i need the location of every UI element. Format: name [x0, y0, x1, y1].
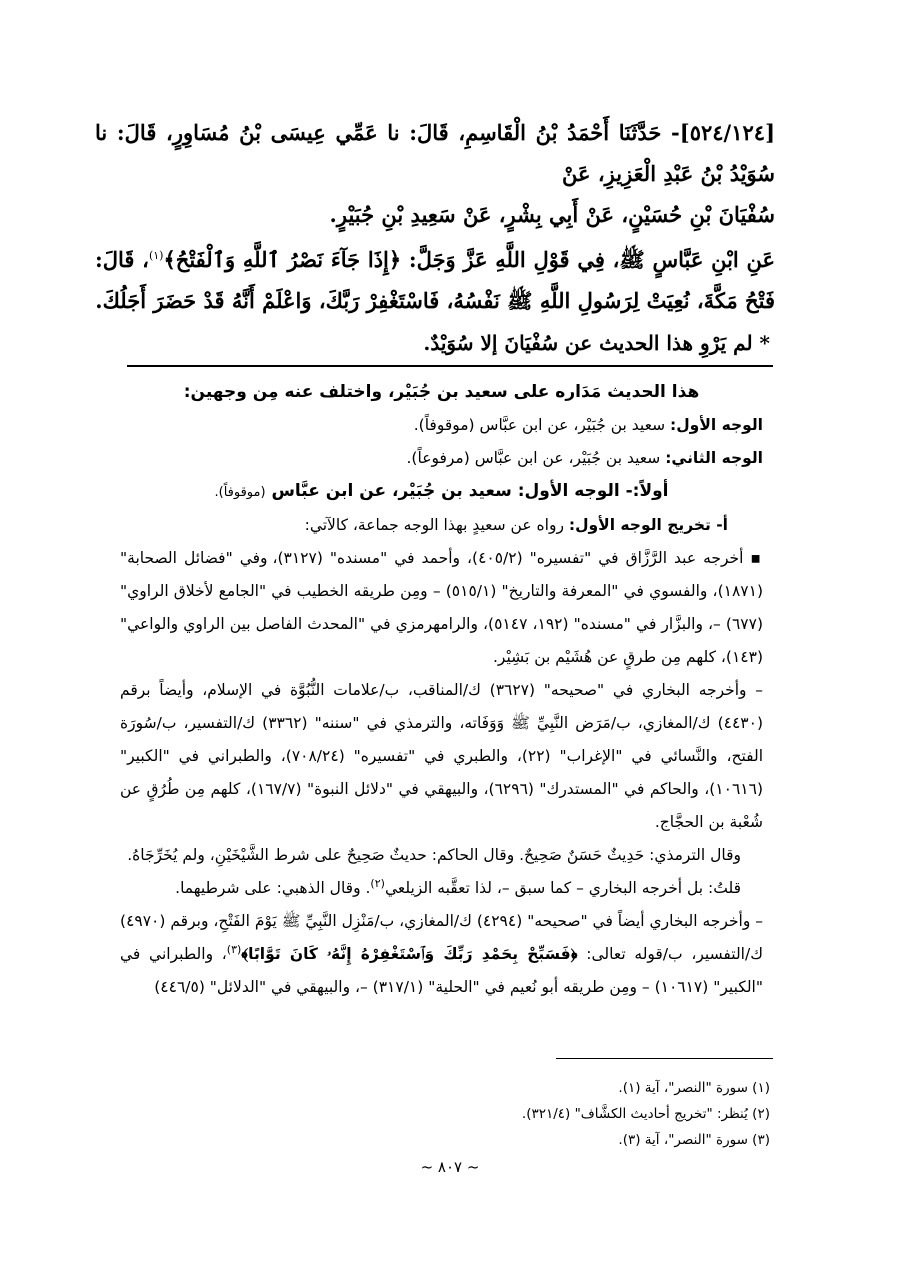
paragraph-5-b: ، والطبراني في "الكبير" (١٠٦١٧) – ومِن طريقه أبو نُعيم في "الحلية" (٣١٧/١) –، والبيهقي في "الدلائل" (٤٤٦/٥)	[120, 945, 763, 996]
hadith-text	[95, 112, 775, 321]
wajh-1-text: سعيد بن جُبَيْر، عن ابن عبَّاس (موقوفاً).	[413, 416, 666, 434]
wajh-1	[120, 409, 763, 442]
isnad-line-1: [٥٢٤/١٢٤]- حَدَّثَنَا أَحْمَدُ بْنُ الْقَاسِمِ، قَالَ: نا عَمِّي عِيسَى بْنُ مُسَاوِرٍ، قَالَ: نا سُوَيْدُ بْنُ عَبْدِ الْعَزِيزِ، عَنْ	[95, 120, 775, 186]
wajh-2	[120, 442, 763, 475]
first-wajh-heading-a: أولاً:- الوجه الأول:	[517, 481, 669, 501]
first-wajh-heading-b: سعيد بن جُبَيْر، عن ابن عبَّاس	[271, 481, 512, 501]
takhrij-text: رواه عن سعيدٍ بهذا الوجه جماعة، كالآتي:	[304, 516, 564, 534]
paragraph-5-verse: ﴿فَسَبِّحْ بِحَمْدِ رَبِّكَ وَٱسْتَغْفِرْهُ إِنَّهُۥ كَانَ تَوَّابًا﴾	[241, 945, 578, 963]
paragraph-3: وقال الترمذي: حَدِيثٌ حَسَنٌ صَحِيحٌ. وقال الحاكم: حديثٌ صَحِيحٌ على شرط الشَّيْخَيْنِ، ولم يُخَرِّجَاهُ.	[127, 846, 741, 864]
hadith-study	[120, 376, 763, 1004]
paragraph-4	[120, 872, 763, 905]
paragraph-4-a: قلتُ: بل أخرجه البخاري – كما سبق –، لذا تعقَّبه الزيلعي	[384, 879, 741, 897]
takhrij-heading	[120, 509, 763, 542]
quran-verse: ﴿إِذَا جَآءَ نَصْرُ ٱللَّهِ وَٱلْفَتْحُ﴾	[163, 247, 402, 272]
footnote-ref-2: (٢)	[370, 876, 385, 890]
footnotes	[120, 1075, 770, 1153]
footnote-divider	[556, 1058, 773, 1059]
footnote-ref-1: (١)	[148, 249, 164, 262]
isnad-line-2: سُفْيَانَ بْنِ حُسَيْنٍ، عَنْ أَبِي بِشْرٍ، عَنْ سَعِيدِ بْنِ جُبَيْرٍ.	[329, 202, 775, 227]
study-heading: هذا الحديث مَدَاره على سعيد بن جُبَيْر، واختلف عنه مِن وجهين:	[183, 382, 700, 402]
paragraph-5	[120, 905, 763, 1004]
takhrij-label: أ- تخريج الوجه الأول:	[568, 516, 728, 534]
page-number: ~ ٨٠٧ ~	[420, 1158, 480, 1176]
wajh-2-text: سعيد بن جُبَيْر، عن ابن عبَّاس (مرفوعاً).	[406, 449, 661, 467]
first-wajh-heading-c: (موقوفاً).	[214, 485, 266, 500]
paragraph-1: ▪ أخرجه عبد الرَّزَّاق في "تفسيره" (٤٠٥/٢)، وأحمد في "مسنده" (٣١٢٧)، وفي "فضائل الصحابة" (١٨٧١)، والفسوي في "المعرفة والتاريخ" (٥١٥/١) – ومِن طريقه الخطيب في "الجامع لأخلاق الراوي" (٦٧٧) –، والبزَّار في "مسنده" (١٩٢، ٥١٤٧)، والرامهرمزي في "المحدث الفاصل بين الراوي والواعي" (١٤٣)، كلهم مِن طرقٍ عن هُشَيْم بن بَشِيْر.	[120, 549, 763, 666]
matn-rest: ، قَالَ: فَتْحُ مَكَّةَ، نُعِيَتْ لِرَسُولِ اللَّهِ ﷺ نَفْسُهُ، فَاسْتَغْفِرْ رَبَّكَ، وَاعْلَمْ أَنَّهُ قَدْ حَضَرَ أَجَلُكَ.	[95, 247, 775, 313]
section-divider	[127, 365, 773, 367]
paragraph-5-a: – وأخرجه البخاري أيضاً في "صحيحه" (٤٢٩٤) ك/المغازي، ب/مَنْزِل النَّبِيِّ ﷺ يَوْمَ الفَتْحِ، وبرقم (٤٩٧٠) ك/التفسير، ب/قوله تعالى:	[120, 912, 763, 963]
footnote-3: (٣) سورة "النصر"، آية (٣).	[618, 1132, 770, 1148]
wajh-2-label: الوجه الثاني:	[665, 449, 763, 467]
first-wajh-heading	[120, 475, 763, 509]
matn-intro: عَنِ ابْنِ عَبَّاسٍ ﷺ، فِي قَوْلِ اللَّهِ عَزَّ وَجَلَّ:	[408, 247, 775, 272]
paragraph-4-b: . وقال الذهبي: على شرطيهما.	[175, 879, 371, 897]
matn	[95, 239, 775, 321]
paragraph-2: – وأخرجه البخاري في "صحيحه" (٣٦٢٧) ك/المناقب، ب/علامات النُّبُوَّة في الإسلام، وأيضاً برقم (٤٤٣٠) ك/المغازي، ب/مَرَض النَّبِيِّ ﷺ وَوَفَاته، والترمذي في "سننه" (٣٣٦٢) ك/التفسير، ب/سُورَة الفتح، والنَّسائي في "الإغراب" (٢٢)، والطبري في "تفسيره" (٧٠٨/٢٤)، والطبراني في "الكبير" (١٠٦١٦)، والحاكم في "المستدرك" (٦٢٩٦)، والبيهقي في "دلائل النبوة" (١٦٧/٧)، كلهم مِن طُرُقٍ عن شُعْبة بن الحجَّاج.	[120, 681, 764, 831]
narration-note: * لم يَرْوِ هذا الحديث عن سُفْيَانَ إلا سُوَيْدٌ.	[423, 331, 770, 355]
footnote-2: (٢) يُنظر: "تخريج أحاديث الكشَّاف" (٣٢١/٤).	[521, 1106, 770, 1122]
footnote-1: (١) سورة "النصر"، آية (١).	[618, 1080, 770, 1096]
footnote-ref-3: (٣)	[226, 942, 242, 956]
wajh-1-label: الوجه الأول:	[670, 416, 763, 434]
